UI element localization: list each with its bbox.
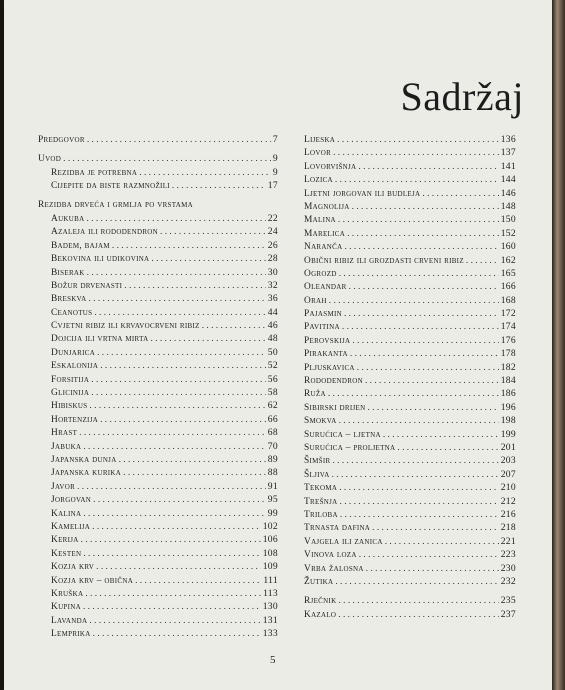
toc-leader-dots — [357, 362, 499, 375]
toc-leader-dots — [89, 400, 265, 413]
toc-section-heading — [38, 199, 278, 212]
toc-page-number: 108 — [262, 547, 278, 559]
toc-leader-dots — [93, 628, 261, 641]
toc-entry — [38, 413, 278, 426]
toc-entry — [304, 227, 516, 240]
toc-entry-title: Breskva — [51, 294, 87, 305]
toc-leader-dots — [337, 134, 499, 147]
toc-entry-title: Vinova loza — [304, 550, 357, 561]
toc-entry — [304, 133, 516, 146]
toc-entry — [304, 267, 516, 280]
toc-entry-title: Orah — [304, 295, 327, 306]
toc-page-number: 26 — [267, 239, 278, 251]
toc-entry — [38, 507, 278, 520]
toc-entry-title: Lijeska — [304, 135, 336, 145]
toc-leader-dots — [97, 347, 266, 360]
toc-entry-title: Rezidba je potrebna — [51, 167, 138, 178]
toc-leader-dots — [466, 255, 499, 268]
toc-page-number: 162 — [500, 254, 516, 266]
book-spine-edge — [552, 0, 565, 690]
toc-leader-dots — [359, 549, 499, 562]
toc-entry-title: Kerija — [51, 535, 79, 546]
toc-entry-title: Šljiva — [304, 469, 330, 480]
toc-entry-title: Božur drvenasti — [51, 280, 123, 291]
toc-entry — [38, 520, 278, 533]
toc-page-number: 137 — [500, 147, 516, 159]
toc-entry — [304, 173, 516, 186]
toc-page-number: 210 — [500, 482, 516, 494]
toc-page-number: 230 — [500, 562, 516, 574]
toc-entry — [38, 560, 278, 573]
toc-page-number: 70 — [267, 440, 278, 452]
toc-page-number: 166 — [500, 281, 516, 293]
toc-entry-title: Ceanotus — [51, 307, 93, 318]
toc-entry — [38, 533, 278, 546]
toc-entry — [304, 508, 516, 521]
toc-leader-dots — [332, 455, 498, 468]
toc-page-number: 44 — [267, 306, 278, 318]
toc-entry — [38, 493, 278, 506]
toc-page-number: 68 — [267, 427, 278, 439]
toc-leader-dots — [372, 522, 499, 535]
toc-leader-dots — [150, 333, 265, 346]
toc-entry-title: Lovor — [304, 148, 332, 159]
toc-entry — [38, 480, 278, 493]
toc-page-number: 168 — [500, 294, 516, 306]
toc-entry-title: Eskalonija — [51, 361, 99, 372]
toc-leader-dots — [85, 588, 261, 601]
toc-entry — [38, 399, 278, 412]
toc-entry-title: Kesten — [51, 548, 82, 559]
toc-entry-title: Pirakanta — [304, 349, 348, 360]
toc-leader-dots — [94, 307, 265, 320]
toc-leader-dots — [344, 241, 498, 254]
toc-page-number: 235 — [500, 595, 516, 607]
toc-page-number: 207 — [500, 468, 516, 480]
toc-page-number: 7 — [272, 134, 278, 145]
toc-page-number: 113 — [263, 587, 278, 599]
toc-entry-title: Badem, bajam — [51, 240, 110, 251]
toc-entry — [38, 133, 278, 146]
toc-entry — [304, 401, 516, 414]
toc-page-number: 223 — [500, 549, 516, 561]
toc-entry — [38, 346, 278, 359]
toc-leader-dots — [77, 481, 266, 494]
toc-entry-title: Trnasta dafina — [304, 523, 371, 534]
toc-entry-title: Kalina — [51, 508, 82, 519]
toc-entry-title: Ljetni jorgovan ili budleja — [304, 188, 421, 199]
toc-entry — [304, 213, 516, 226]
toc-entry-title: Perovskija — [304, 335, 351, 346]
toc-entry — [304, 361, 516, 374]
toc-page-number: 178 — [500, 348, 516, 360]
toc-leader-dots — [92, 521, 261, 534]
toc-leader-dots — [119, 454, 266, 467]
toc-page-number: 165 — [500, 267, 516, 279]
toc-page-number: 24 — [267, 226, 278, 238]
toc-entry-title: Kupina — [51, 602, 81, 613]
toc-entry-title: Aukuba — [51, 213, 85, 224]
toc-entry-title: Pajasmin — [304, 309, 342, 320]
toc-entry — [38, 239, 278, 252]
toc-page-number: 22 — [267, 212, 278, 224]
toc-entry-title: Rezidba drveća i grmlja po vrstama — [38, 199, 194, 210]
toc-leader-dots — [151, 253, 265, 266]
toc-entry — [38, 225, 278, 238]
toc-page-number: 133 — [262, 628, 278, 640]
toc-entry-title: Lavanda — [51, 615, 88, 626]
toc-entry — [304, 454, 516, 467]
toc-entry — [304, 280, 516, 293]
toc-page-number: 172 — [500, 308, 516, 320]
toc-leader-dots — [358, 161, 498, 174]
toc-page-number: 152 — [500, 227, 516, 239]
toc-entry — [38, 179, 278, 192]
toc-entry — [304, 468, 516, 481]
toc-entry-title: Rječnik — [304, 596, 337, 607]
toc-entry-title: Dunjarica — [51, 347, 96, 358]
toc-leader-dots — [366, 563, 499, 576]
toc-entry-title: Trešnja — [304, 496, 338, 507]
toc-page-number: 95 — [267, 494, 278, 506]
toc-entry — [304, 481, 516, 494]
toc-leader-dots — [333, 147, 499, 160]
toc-leader-dots — [367, 402, 498, 415]
toc-entry-title: Kazalo — [304, 609, 337, 620]
toc-entry-title: Triloba — [304, 509, 338, 520]
toc-leader-dots — [347, 228, 499, 241]
toc-leader-dots — [160, 226, 266, 239]
toc-leader-dots — [123, 467, 266, 480]
toc-page-number: 50 — [267, 346, 278, 358]
toc-entry — [304, 495, 516, 508]
toc-page-number: 102 — [262, 520, 278, 532]
toc-page-number: 52 — [267, 360, 278, 372]
toc-leader-dots — [124, 280, 266, 293]
toc-page-number: 46 — [267, 320, 278, 332]
toc-entry-title: Biserak — [51, 267, 85, 278]
toc-page-number: 146 — [500, 187, 516, 199]
toc-page-number: 17 — [267, 180, 278, 192]
toc-entry — [304, 594, 516, 607]
toc-entry — [304, 294, 516, 307]
toc-entry-title: Smokva — [304, 416, 337, 427]
toc-leader-dots — [91, 374, 266, 387]
toc-leader-dots — [83, 441, 265, 454]
toc-page-number: 62 — [267, 400, 278, 412]
toc-page-number: 106 — [262, 534, 278, 546]
toc-entry — [304, 535, 516, 548]
toc-leader-dots — [89, 615, 260, 628]
toc-leader-dots — [352, 201, 499, 214]
toc-leader-dots — [338, 609, 498, 622]
toc-entry — [38, 587, 278, 600]
toc-page-number: 201 — [500, 441, 516, 453]
toc-page-number: 196 — [500, 401, 516, 413]
toc-page-number: 221 — [500, 535, 516, 547]
toc-entry — [38, 212, 278, 225]
toc-entry — [38, 359, 278, 372]
toc-entry — [38, 373, 278, 386]
toc-leader-dots — [340, 496, 499, 509]
toc-page-number: 30 — [267, 266, 278, 278]
toc-entry-title: Pavitina — [304, 322, 340, 333]
toc-entry — [38, 466, 278, 479]
toc-page-number: 48 — [267, 333, 278, 345]
page-number: 5 — [270, 654, 276, 666]
toc-leader-dots — [83, 548, 260, 561]
toc-page-number: 58 — [267, 387, 278, 399]
toc-entry-title: Obični ribiz ili grozdasti crveni ribiz — [304, 255, 464, 266]
toc-entry-title: Naranča — [304, 242, 343, 253]
toc-entry-title: Bekovina ili udikovina — [51, 254, 150, 265]
toc-entry-title: Sibirski drijen — [304, 402, 366, 413]
toc-leader-dots — [93, 494, 266, 507]
toc-entry-title: Rododendron — [304, 376, 363, 387]
book-page — [4, 0, 552, 690]
toc-leader-dots — [328, 388, 499, 401]
toc-leader-dots — [329, 295, 499, 308]
toc-leader-dots — [350, 348, 499, 361]
toc-page-number: 56 — [267, 373, 278, 385]
toc-entry — [304, 414, 516, 427]
toc-entry-title: Marelica — [304, 228, 346, 239]
toc-leader-dots — [96, 561, 261, 574]
toc-entry-title: Javor — [51, 481, 76, 492]
toc-entry-title: Pljuskavica — [304, 362, 355, 373]
toc-leader-dots — [83, 508, 265, 521]
toc-page-number: 91 — [267, 480, 278, 492]
toc-entry — [38, 453, 278, 466]
toc-entry — [304, 575, 516, 588]
toc-entry-title: Azaleja ili rododendron — [51, 227, 159, 238]
toc-leader-dots — [397, 442, 498, 455]
toc-left-column — [38, 133, 278, 640]
toc-entry — [38, 426, 278, 439]
toc-entry — [304, 562, 516, 575]
toc-page-number: 199 — [500, 428, 516, 440]
toc-entry — [304, 254, 516, 267]
toc-entry-title: Jorgovan — [51, 495, 92, 506]
toc-entry-title: Šimšir — [304, 456, 331, 467]
toc-entry — [304, 307, 516, 320]
toc-leader-dots — [422, 188, 498, 201]
toc-page-number: 212 — [500, 495, 516, 507]
toc-entry-title: Hrast — [51, 428, 78, 439]
toc-entry — [38, 600, 278, 613]
toc-entry — [38, 627, 278, 640]
toc-entry — [304, 347, 516, 360]
toc-leader-dots — [342, 321, 499, 334]
toc-entry-title: Lozica — [304, 175, 333, 186]
toc-leader-dots — [385, 536, 499, 549]
toc-entry — [38, 332, 278, 345]
toc-page-number: 131 — [262, 614, 278, 626]
toc-right-column — [304, 133, 516, 621]
toc-page-number: 109 — [262, 561, 278, 573]
toc-entry — [38, 614, 278, 627]
toc-entry — [304, 187, 516, 200]
toc-page-number: 66 — [267, 413, 278, 425]
toc-page-number: 89 — [267, 453, 278, 465]
toc-leader-dots — [91, 387, 266, 400]
toc-entry-title: Tekoma — [304, 483, 338, 494]
toc-entry-title: Japanska dunja — [51, 454, 117, 465]
toc-entry-title: Cvjetni ribiz ili krvavocrveni ribiz — [51, 321, 200, 332]
toc-entry-title: Jabuka — [51, 441, 82, 452]
toc-entry-title: Ogrozd — [304, 268, 337, 279]
toc-entry-title: Uvod — [38, 154, 62, 165]
toc-entry — [38, 319, 278, 332]
toc-leader-dots — [335, 576, 498, 589]
toc-leader-dots — [344, 308, 499, 321]
toc-entry — [38, 292, 278, 305]
toc-leader-dots — [87, 134, 271, 147]
toc-leader-dots — [63, 153, 271, 166]
toc-leader-dots — [100, 414, 266, 427]
toc-entry — [304, 608, 516, 621]
toc-entry — [304, 548, 516, 561]
toc-leader-dots — [383, 429, 499, 442]
toc-leader-dots — [335, 174, 499, 187]
toc-entry-title: Vajgela ili zanica — [304, 536, 383, 547]
toc-leader-dots — [172, 180, 266, 193]
toc-page-number: 9 — [272, 153, 278, 165]
toc-entry-title: Hortenzija — [51, 414, 99, 425]
toc-leader-dots — [339, 268, 499, 281]
toc-entry — [38, 306, 278, 319]
toc-page-number: 88 — [267, 467, 278, 479]
toc-entry — [38, 386, 278, 399]
toc-leader-dots — [86, 213, 265, 226]
toc-leader-dots — [88, 293, 265, 306]
toc-leader-dots — [83, 601, 261, 614]
toc-entry — [304, 387, 516, 400]
toc-page-number: 136 — [500, 134, 516, 145]
toc-entry-title: Magnolija — [304, 201, 350, 212]
toc-entry-title: Malina — [304, 215, 336, 226]
toc-entry-title: Surućica – proljetna — [304, 442, 396, 453]
toc-leader-dots — [339, 415, 499, 428]
toc-leader-dots — [87, 267, 266, 280]
toc-page-number: 32 — [267, 279, 278, 291]
toc-page-number: 144 — [500, 174, 516, 186]
toc-entry — [38, 440, 278, 453]
toc-page-number: 28 — [267, 253, 278, 265]
toc-leader-dots — [338, 214, 499, 227]
toc-entry-title: Cijepite da biste razmnožili — [51, 181, 170, 192]
toc-leader-dots — [352, 335, 498, 348]
toc-entry — [38, 547, 278, 560]
toc-entry-title: Hibiskus — [51, 401, 88, 412]
toc-entry — [304, 374, 516, 387]
toc-page-number: 150 — [500, 214, 516, 226]
toc-leader-dots — [349, 281, 499, 294]
toc-page-number: 111 — [263, 574, 278, 586]
toc-entry-title: Dojcija ili vrtna mirta — [51, 334, 149, 345]
toc-page-number: 198 — [500, 415, 516, 427]
toc-entry-title: Kozja krv – obična — [51, 575, 134, 586]
toc-entry — [304, 160, 516, 173]
toc-leader-dots — [365, 375, 499, 388]
toc-page-number: 176 — [500, 334, 516, 346]
toc-entry — [38, 166, 278, 179]
toc-leader-dots — [112, 240, 266, 253]
toc-leader-dots — [79, 427, 266, 440]
toc-entry-title: Surućica – ljetna — [304, 429, 381, 440]
toc-page-number: 232 — [500, 575, 516, 587]
toc-page-number: 9 — [272, 166, 278, 178]
toc-page-number: 237 — [500, 608, 516, 620]
toc-entry — [38, 266, 278, 279]
toc-entry — [38, 152, 278, 165]
toc-page-number: 184 — [500, 375, 516, 387]
toc-page-number: 182 — [500, 361, 516, 373]
toc-entry-title: Predgovor — [38, 135, 85, 145]
toc-entry-title: Lemprika — [51, 629, 91, 640]
toc-leader-dots — [81, 534, 261, 547]
toc-entry-title: Glicinija — [51, 388, 90, 399]
toc-entry — [304, 521, 516, 534]
toc-entry-title: Vrba žalosna — [304, 563, 364, 574]
toc-entry — [38, 252, 278, 265]
toc-entry-title: Kozja krv — [51, 562, 95, 573]
toc-leader-dots — [339, 482, 499, 495]
toc-leader-dots — [340, 509, 499, 522]
toc-leader-dots — [100, 360, 266, 373]
toc-page-number: 174 — [500, 321, 516, 333]
toc-leader-dots — [202, 320, 266, 333]
toc-entry-title: Žutika — [304, 576, 334, 587]
toc-entry-title: Oleandar — [304, 282, 347, 293]
toc-entry — [38, 279, 278, 292]
toc-page-number: 36 — [267, 293, 278, 305]
toc-page-number: 203 — [500, 455, 516, 467]
toc-page-number: 130 — [262, 601, 278, 613]
toc-entry — [304, 200, 516, 213]
toc-page-number: 216 — [500, 508, 516, 520]
page-title: Sadržaj — [400, 73, 524, 119]
toc-entry-title: Japanska kurika — [51, 468, 122, 479]
toc-entry — [304, 428, 516, 441]
toc-entry — [304, 320, 516, 333]
toc-entry — [304, 146, 516, 159]
toc-page-number: 218 — [500, 522, 516, 534]
toc-entry-title: Forsitija — [51, 374, 90, 385]
toc-page-number: 148 — [500, 200, 516, 212]
toc-entry — [38, 574, 278, 587]
toc-entry-title: Lovorvišnja — [304, 161, 357, 172]
toc-entry — [304, 240, 516, 253]
toc-leader-dots — [338, 595, 498, 608]
toc-leader-dots — [135, 575, 261, 588]
toc-leader-dots — [332, 469, 499, 482]
toc-page-number: 99 — [267, 507, 278, 519]
toc-entry-title: Kamelija — [51, 521, 91, 532]
toc-page-number: 186 — [500, 388, 516, 400]
toc-entry — [304, 441, 516, 454]
toc-entry — [304, 334, 516, 347]
toc-page-number: 141 — [500, 160, 516, 172]
toc-entry-title: Ruža — [304, 389, 326, 400]
toc-entry-title: Kruška — [51, 588, 84, 599]
toc-leader-dots — [139, 167, 271, 180]
toc-page-number: 160 — [500, 241, 516, 253]
